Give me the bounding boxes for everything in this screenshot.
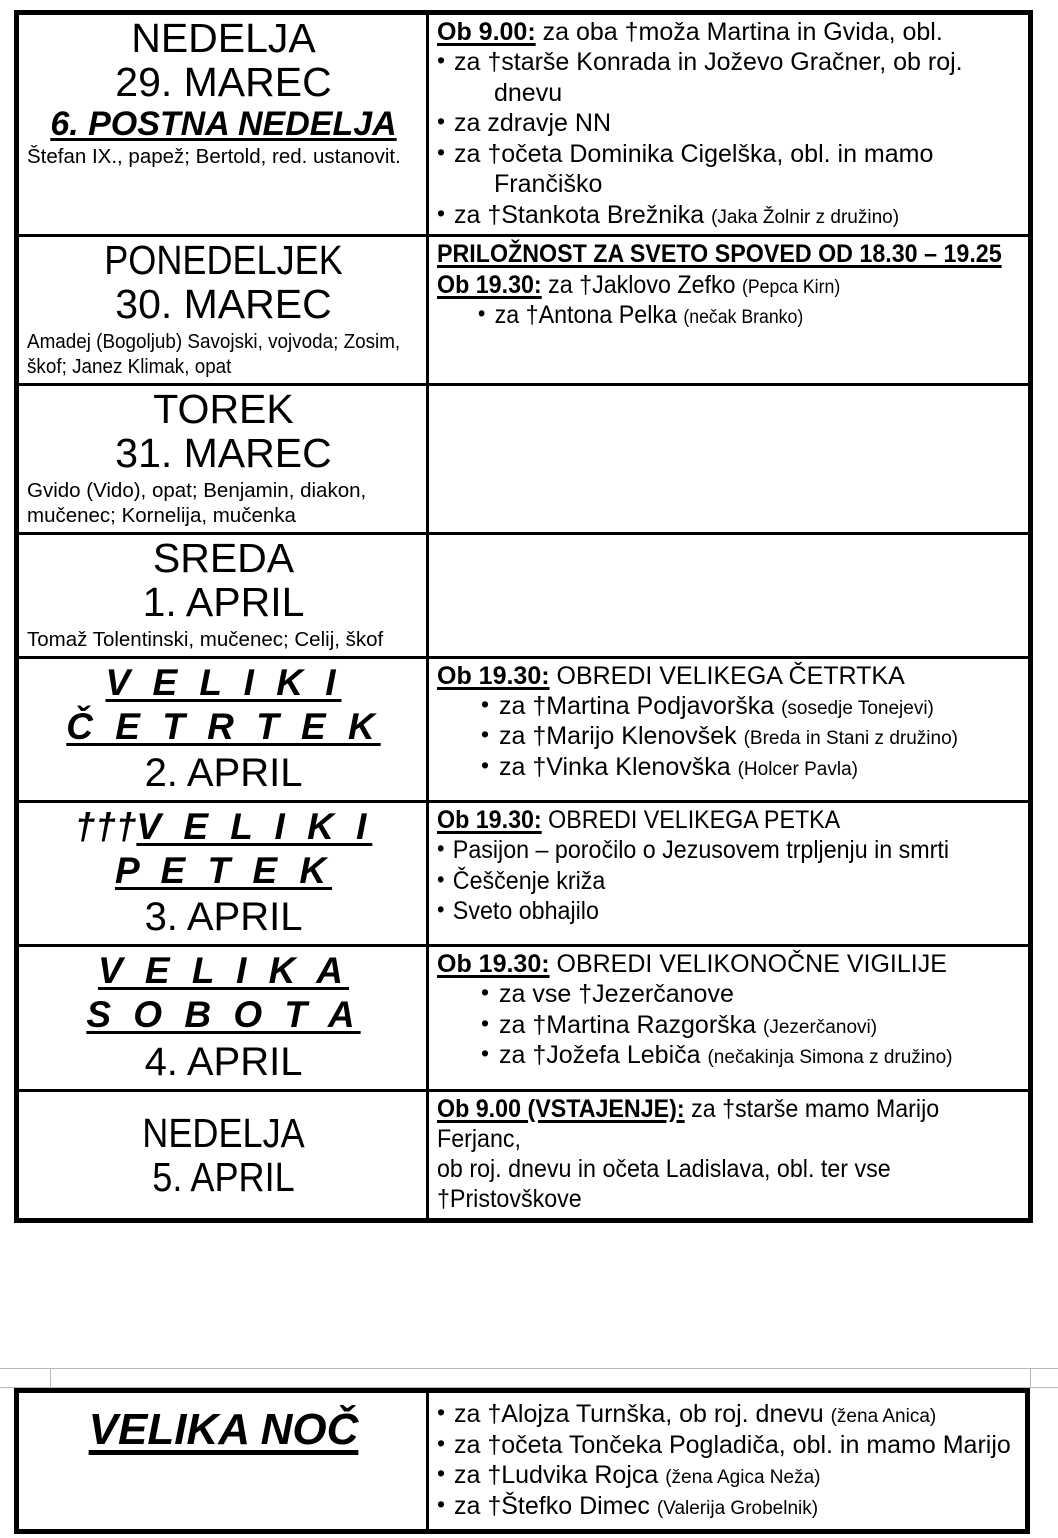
solemn-day-line-1 xyxy=(27,805,420,849)
day-name: TOREK xyxy=(153,385,294,432)
day-name: NEDELJA xyxy=(142,1109,305,1156)
day-cell-torek-31-marec xyxy=(17,384,428,533)
intention-donor: (sosedje Tonejevi) xyxy=(781,697,934,719)
list-item xyxy=(437,108,1022,139)
list-item xyxy=(437,300,1058,331)
list-item xyxy=(437,200,1022,231)
intention-text: za †Jožefa Lebiča xyxy=(499,1041,701,1070)
intention-text: za †Martina Podjavorška xyxy=(499,691,775,720)
mass-service-title: OBREDI VELIKEGA ČETRTKA xyxy=(549,661,905,690)
list-item xyxy=(437,1491,1019,1522)
list-item xyxy=(437,691,1022,722)
mass-schedule-table xyxy=(14,10,1033,1223)
intention-donor: (žena Anica) xyxy=(830,1406,937,1427)
mass-intention-text: za oba †moža Martina in Gvida, obl. xyxy=(535,18,943,46)
table-row xyxy=(17,657,1031,801)
day-date: 31. MAREC xyxy=(115,430,332,476)
mass-lead-line xyxy=(437,270,1019,300)
mass-cell-torek-31-marec xyxy=(428,384,1031,533)
day-subtitle: 6. POSTNA NEDELJA xyxy=(50,104,397,143)
intention-donor: (nečak Branko) xyxy=(683,307,804,329)
mass-time-label: Ob 19.30: xyxy=(437,806,542,835)
solemn-day-line-2 xyxy=(27,705,420,749)
solemn-day-text: Č E T R T E K xyxy=(66,705,381,747)
solemn-day-text: V E L I K I xyxy=(105,661,342,703)
table-row xyxy=(17,1391,1028,1532)
solemn-day-text: P E T E K xyxy=(114,849,333,891)
mass-cell-ponedeljek-30-marec xyxy=(428,236,1031,385)
mass-cell-nedelja-5-april xyxy=(428,1090,1031,1220)
list-item xyxy=(437,1040,1022,1071)
mass-lead-line xyxy=(437,805,1019,835)
separator-tick-left xyxy=(50,1369,51,1387)
day-name: SREDA xyxy=(152,534,295,581)
saints-of-day: Amadej (Bogoljub) Savojski, vojvoda; Zosim, škof; Janez Klimak, opat xyxy=(27,329,401,378)
mass-intentions-list xyxy=(437,979,1022,1071)
mass-intentions-list xyxy=(437,691,1022,783)
mass-time-label: Ob 9.00 (VSTAJENJE): xyxy=(437,1094,685,1123)
mass-time-label: Ob 19.30: xyxy=(437,661,550,690)
saints-of-day: Tomaž Tolentinski, mučenec; Celij, škof xyxy=(27,627,384,651)
list-item xyxy=(437,866,1035,897)
intention-continuation: ob roj. dnevu in očeta Ladislava, obl. ter vse xyxy=(437,1154,891,1183)
intention-text: za †Stankota Brežnika xyxy=(454,200,705,229)
solemn-day-text: V E L I K A xyxy=(97,950,350,992)
day-cell-veliki-cetrtek xyxy=(17,657,428,801)
list-item xyxy=(437,721,1022,752)
mass-time-label: Ob 19.30: xyxy=(437,950,550,979)
intention-donor: (Pepca Kirn) xyxy=(741,277,841,299)
easter-intentions-cell xyxy=(428,1391,1028,1532)
list-item xyxy=(437,1430,1019,1461)
mass-cell-sreda-1-april xyxy=(428,533,1031,657)
solemn-day-line-2 xyxy=(27,849,420,893)
mass-lead-line xyxy=(437,1094,1019,1124)
solemn-day-text: V E L I K I xyxy=(136,806,373,848)
intention-text: za †Vinka Klenovška xyxy=(499,752,731,781)
intention-text: za †očeta Dominika Cigelška, obl. in mamo xyxy=(454,139,934,168)
easter-block-table xyxy=(14,1388,1030,1534)
mass-cell-veliki-cetrtek xyxy=(428,657,1031,801)
intention-text: za †Antona Pelka xyxy=(494,301,677,330)
solemn-day-line-2 xyxy=(27,993,420,1037)
mass-lead-line xyxy=(437,17,1022,47)
intention-donor: (nečakinja Simona z družino) xyxy=(707,1047,953,1069)
table-row xyxy=(17,533,1031,657)
saints-of-day: Gvido (Vido), opat; Benjamin, diakon, mučenec; Kornelija, mučenka xyxy=(27,478,367,527)
list-item xyxy=(437,896,1035,927)
solemn-day-line-1 xyxy=(27,949,420,993)
intention-text: za zdravje NN xyxy=(454,109,611,137)
table-row xyxy=(17,236,1031,385)
list-item xyxy=(437,752,1022,783)
table-row xyxy=(17,802,1031,946)
day-date: 3. APRIL xyxy=(144,895,303,940)
mass-intention-text: za †starše mamo Marijo xyxy=(684,1094,940,1123)
intention-donor: (Jezerčanovi) xyxy=(763,1016,878,1038)
separator-tick-right xyxy=(1030,1369,1031,1387)
day-cell-ponedeljek-30-marec xyxy=(17,236,428,385)
solemn-day-line-1 xyxy=(27,661,420,705)
mass-lead-line xyxy=(437,661,1022,691)
intention-continuation: dnevu xyxy=(494,78,563,107)
list-item xyxy=(437,835,1035,866)
solemn-day-text: S O B O T A xyxy=(86,994,361,1036)
list-item xyxy=(437,139,1022,200)
table-row xyxy=(17,384,1031,533)
easter-title: VELIKA NOČ xyxy=(88,1405,359,1454)
intention-text: za †očeta Tončeka Pogladiča, obl. in mamo Marijo xyxy=(454,1430,1011,1459)
day-cell-sreda-1-april xyxy=(17,533,428,657)
day-date: 29. MAREC xyxy=(115,59,332,106)
liturgy-parts-list xyxy=(437,835,1022,927)
day-name: NEDELJA xyxy=(131,15,316,61)
intention-text: za †Martina Razgorška xyxy=(499,1010,757,1039)
mass-service-title: OBREDI VELIKONOČNE VIGILIJE xyxy=(549,950,947,979)
list-item xyxy=(437,1460,1019,1491)
mass-time-label: Ob 19.30: xyxy=(437,271,542,300)
mass-time-label: Ob 9.00: xyxy=(437,18,536,46)
confession-banner: PRILOŽNOST ZA SVETO SPOVED OD 18.30 – 19.25 xyxy=(437,240,1002,268)
day-date: 1. APRIL xyxy=(142,578,305,625)
mass-cell-veliki-petek xyxy=(428,802,1031,946)
day-date: 5. APRIL xyxy=(152,1153,295,1200)
day-date: 4. APRIL xyxy=(144,1039,303,1084)
intention-donor: (Holcer Pavla) xyxy=(737,758,858,780)
intention-text: za †Alojza Turnška, ob roj. dnevu xyxy=(454,1400,831,1428)
intention-donor: (Jaka Žolnir z družino) xyxy=(711,206,900,228)
liturgy-part-text: Češčenje križa xyxy=(452,866,606,895)
mass-intention-text: za †Jaklovo Zefko xyxy=(541,271,742,300)
intention-donor: (Valerija Grobelnik) xyxy=(656,1497,819,1519)
day-cell-nedelja-5-april xyxy=(17,1090,428,1220)
day-cell-veliki-petek xyxy=(17,802,428,946)
mass-intentions-list xyxy=(437,47,1022,230)
page-separator-strip xyxy=(0,1368,1058,1388)
intention-continuation: †Pristovškove xyxy=(437,1184,582,1213)
intention-text: za vse †Jezerčanove xyxy=(499,980,734,1009)
intention-text: za †Marijo Klenovšek xyxy=(499,722,737,751)
list-item xyxy=(437,1399,1019,1430)
list-item xyxy=(437,47,1022,108)
day-name: PONEDELJEK xyxy=(104,237,343,283)
easter-label-cell xyxy=(17,1391,428,1532)
intention-donor: (žena Agica Neža) xyxy=(665,1467,821,1488)
mass-cell-velika-sobota xyxy=(428,946,1031,1090)
cross-prefix: ††† xyxy=(74,806,137,848)
intention-continuation: Frančiško xyxy=(494,170,603,198)
mass-service-title: OBREDI VELIKEGA PETKA xyxy=(541,806,841,835)
liturgy-part-text: Sveto obhajilo xyxy=(452,897,599,926)
intention-text: za †starše Konrada in Joževo Gračner, ob roj. xyxy=(454,48,963,76)
day-date: 30. MAREC xyxy=(115,281,332,328)
liturgy-part-text: Pasijon – poročilo o Jezusovem trpljenju in smrti xyxy=(452,836,950,865)
mass-cell-nedelja-29-marec xyxy=(428,13,1031,236)
table-row xyxy=(17,1090,1031,1220)
intention-text: za †Ludvika Rojca xyxy=(454,1461,666,1489)
day-cell-nedelja-29-marec xyxy=(17,13,428,236)
list-item xyxy=(437,979,1022,1010)
day-cell-velika-sobota xyxy=(17,946,428,1090)
mass-intentions-list xyxy=(437,300,1022,331)
saints-of-day: Štefan IX., papež; Bertold, red. ustanovit. xyxy=(27,145,401,169)
mass-lead-line xyxy=(437,949,1022,979)
day-date: 2. APRIL xyxy=(144,751,303,796)
table-row xyxy=(17,946,1031,1090)
list-item xyxy=(437,1010,1022,1041)
table-row xyxy=(17,13,1031,236)
intention-text: za †Štefko Dimec xyxy=(454,1491,657,1520)
intention-continuation: Ferjanc, xyxy=(437,1124,521,1153)
easter-intentions-list xyxy=(437,1399,1019,1521)
intention-donor: (Breda in Stani z družino) xyxy=(743,728,958,750)
